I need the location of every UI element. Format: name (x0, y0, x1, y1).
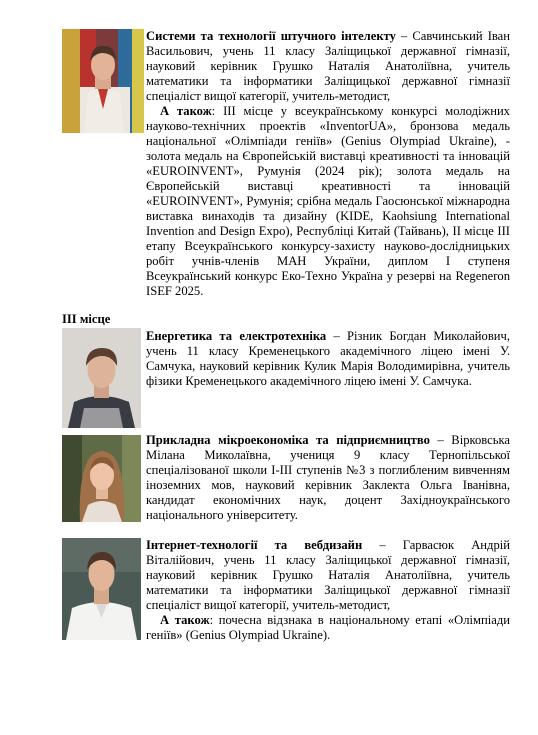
photo-riznyk (62, 328, 141, 428)
entry-2 (146, 329, 510, 389)
entry-1-also-label: А також (160, 104, 212, 118)
entry-3-category: Прикладна мікроекономіка та підприємництво (146, 433, 430, 447)
section-title-third-place: ІІІ місце (62, 312, 111, 326)
entry-4-category: Інтернет-технології та вебдизайн (146, 538, 363, 552)
photo-virkovska (62, 435, 141, 522)
entry-4-also-label: А також (160, 613, 210, 627)
entry-3-text: – Вірковська Мілана Миколаївна, учениця 9 класу Тернопільської спеціалізованої школи І-ІІІ ступенів №3 з поглибленим вивченням іноземних мов, науковий керівник Заклекта Ольга Іванівна, кандидат економічних наук, доцент Західноукраїнського національного університету. (146, 433, 510, 522)
entry-4 (146, 538, 510, 643)
entry-1-category: Системи та технології штучного інтелекту (146, 29, 396, 43)
entry-4-text: – Гарвасюк Андрій Віталійович, учень 11 класу Заліщицької державної гімназії, науковий керівник Грушко Наталія Анатоліївна, учитель математики та інформатики Заліщицької державної гімназії спеціаліст вищої категорії, учитель-методист, (146, 538, 510, 612)
entry-4-also-text: : почесна відзнака в національному етапі «Олімпіади геніїв» (Genius Olympiad Ukraine). (146, 613, 510, 642)
photo-harvasiuk (62, 538, 141, 640)
entry-1 (146, 29, 510, 299)
entry-1-text: – Савчинський Іван Васильович, учень 11 класу Заліщицької державної гімназії, науковий керівник Грушко Наталія Анатоліївна, учитель математики та інформатики Заліщицької державної гімназії спеціаліст вищої категорії, учитель-методист, (146, 29, 511, 103)
entry-3 (146, 433, 510, 523)
photo-savchynskyi (62, 29, 144, 133)
entry-2-text: – Різник Богдан Миколайович, учень 11 класу Кременецького академічного ліцею імені У. Самчука, науковий керівник Кулик Марія Володимирівна, учитель фізики Кременецького академічного ліцею імені У. Самчука. (146, 329, 510, 388)
entry-1-also-text: : ІІІ місце у всеукраїнському конкурсі молодіжних науково-технічних проектів «InventorUA», бронзова медаль національної «Олімпіади геніїв» (Genius Olympiad Ukraine), - золота медаль на Європейській виставці креативності та інновацій «EUROINVENT», Румунія (2024 рік); золота медаль на Європейській виставці креативності та інновацій «EUROINVENT», Румунія; срібна медаль Гаосюнської міжнародна виставка винаходів та дизайну (KIDE, Kaohsiung International Invention and Design Expo), Республіці Китай (Тайвань), ІІ місце ІІІ етапу Всеукраїнського конкурсу-захисту науково-дослідницьких робіт учнів-членів МАН України, диплом І ступеня Всеукраїнський конкурс Еко-Техно Україна у резерві на Regeneron ISEF 2025. (146, 104, 510, 298)
entry-2-category: Енергетика та електротехніка (146, 329, 327, 343)
